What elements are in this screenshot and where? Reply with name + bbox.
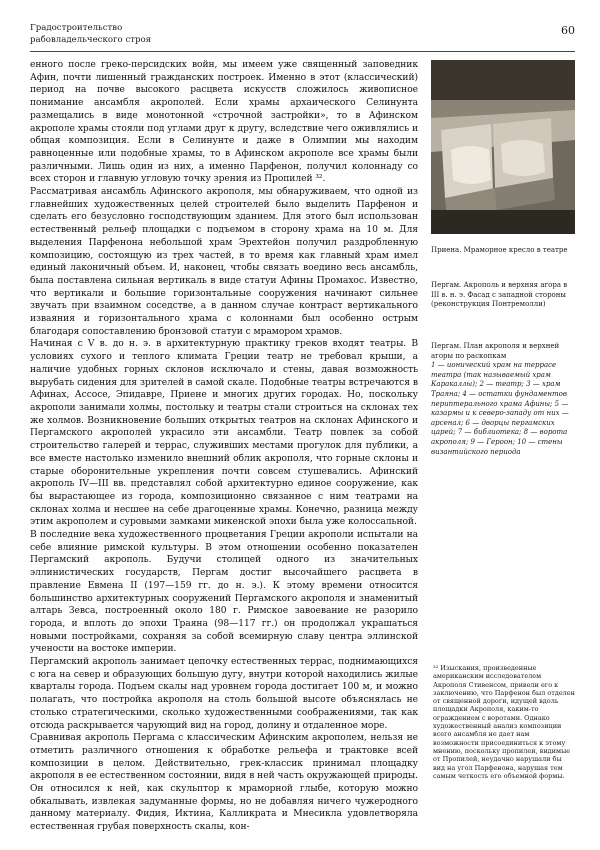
main-text-column: [30, 59, 418, 834]
plan-legend: 1 — ионический храм на террасе театра (так называемый храм Каракаллы); 2 — театр; 3 — храм Траяна; 4 — остатки фундаментов периптерального храма Афины; 5 — казармы и к северо-западу от них — арсенал; 6 — дворцы пергамских царей; 7 — библиотека; 8 — ворота акрополя; 9 — Героон; 10 — стены византийского периода: [431, 361, 569, 456]
figure-caption-pergamon-plan: [431, 342, 577, 457]
paragraph-5: Пергамский акрополь занимает цепочку естественных террас, поднимающихся с юга на север и образующих большую дугу, внутри которой находились жилые кварталы города. Подъем скалы над уровнем города достигает 100 м, и можно полагать, что постройка акрополя на столь большой высоте объяснялась не столько стратегическими, сколько художественными соображениями, так как отсюда раскрывается чарующий вид на город, долину и отдаленное море.: [30, 657, 418, 731]
page-number: 60: [561, 24, 575, 37]
marble-seat-photo-icon: [431, 60, 575, 234]
paragraph-3: Начиная с V в. до н. э. в архитектурную практику греков входят театры. В условиях сухого и теплого климата Греции театр не требовал крыши, а наличие удобных горных склонов исключало и стены, давая возможность вырубать сидения для зрителей в самой скале. Подобные театры встречаются в Афинах, Ассосе, Эпидавре, Приене и многих других городах. Но, поскольку акрополи занимали холмы, постольку и театры стали строиться на склонах тех же холмов. Возникновение больших открытых театров на склонах Афинского и Пергамского акрополей украсило эти ансамбли. Театр повлек за собой строительство галерей и террас, служивших местами прогулок для публики, а все вместе настолько изменило внешний облик акрополя, что горные склоны и старые оборонительные укрепления почти совсем стушевались. Афинский акрополь IV—III вв. представлял собой архитектурно единое сооружение, как бы вырастающее из города, композиционно связанное с ним театрами на склонах холма и несшее на себе драгоценные храмы. Конечно, разница между этим акрополем и суровыми замками микенской эпохи была уже колоссальной.: [30, 339, 418, 528]
footnote: ³² Изыскания, произведенные американским исследователем Акрополя Стивенсом, привели его к заключению, что Парфенон был отделен от священной дороги, идущей вдоль площадки Акрополя, каким-то ограждением с воротами. Однако художественный анализ композиции всего ансамбля не дает нам возможности присоединиться к этому мнению, поскольку пропилеи, видимые от Пропилей, неудачно нарушали бы вид на угол Парфенона, нарушая тем самым четкость его объемной формы.: [433, 664, 575, 780]
caption-pergamon-facade: Пергам. Акрополь и верхняя агора в III в. н. э. Фасад с западной стороны (реконструкция Понтремолли): [431, 281, 568, 309]
photo-caption: [431, 246, 577, 256]
caption-priene: Приена. Мраморное кресло в театре: [431, 246, 568, 254]
running-header: [30, 22, 151, 46]
paragraph-4: В последние века художественного процветания Греции акрополи испытали на себе влияние римской культуры. В этом отношении особенно показателен Пергамский акрополь. Будучи столицей одного из значительных эллинистических государств, Пергам достиг высочайшего расцвета в правление Евмена II (197—159 гг. до н. э.). К этому времени относится большинство архитектурных сооружений Пергамского акрополя и знаменитый алтарь Зевса, построенный около 180 г. Римское завоевание не разорило города, и вплоть до эпохи Траяна (98—117 гг.) он продолжал украшаться новыми постройками, сохраняя за собой всемирную славу центра эллинской учености на востоке империи.: [30, 530, 418, 655]
header-divider: [30, 51, 575, 52]
header-title-line1: Градостроительство: [30, 23, 123, 33]
paragraph-6: Сравнивая акрополь Пергама с классическим Афинским акрополем, нельзя не отметить различного отношения к обработке рельефа и трактовке всей композиции в целом. Действительно, грек-классик принимал площадку акрополя в ее естественном состоянии, видя в ней часть окружающей природы. Он относился к ней, как скульптор к мраморной глыбе, которую можно обкалывать, извлекая задуманные формы, но не добавляя ничего чужеродного данному материалу. Фидия, Иктина, Калликрата и Мнесикла удовлетворяла естественная грубая поверхность скалы, кон-: [30, 733, 418, 833]
header-title-line2: рабовладельческого строя: [30, 35, 152, 45]
paragraph-1: енного после греко-персидских войн, мы имеем уже священный заповедник Афин, почти лишенный гражданских построек. Именно в этот (классический) период на почве высокого расцвета искусств сложилось живописное понимание ансамбля акрополей. Если храмы архаического Селинунта размещались в виде монотонной «строчной застройки», то в Афинском акрополе храмы стояли под углами друг к другу, вследствие чего оживлялись и общая композиция. Если в Селинунте и даже в Олимпии мы находим равноценные или подобные храмы, то в Афинском акрополе все храмы были различными. Лишь один из них, а именно Парфенон, получил колоннаду со всех сторон и главную угловую точку зрения из Пропилей ³².: [30, 60, 418, 185]
paragraph-2: Рассматривая ансамбль Афинского акрополя, мы обнаруживаем, что одной из главнейших художественных целей строителей было выделить Парфенон и сделать его безусловно господствующим зданием. Для этого был использован естественный рельеф площадки с подъемом в сторону храма на 10 м. Для выделения Парфенона небольшой храм Эрехтейон получил раздробленную композицию, состоящую из трех частей, в то время как главный храм имел единый лаконичный объем. И, наконец, чтобы связать воедино весь ансамбль, была поставлена сильная вертикаль в виде статуи Афины Промахос. Известно, что вертикали и большие горизонтальные сооружения начинают сильнее звучать при взаимном соседстве, а в данном случае контраст вертикального изваяния и горизонтального храма с колоннами был особенно острым благодаря сопоставлению бронзовой статуи с мрамором храмов.: [30, 187, 418, 337]
caption-pergamon-plan: Пергам. План акрополя и верхней агоры по раскопкам: [431, 342, 560, 360]
marble-seat-photo: [431, 60, 575, 234]
figure-caption-pergamon-facade: [431, 281, 577, 310]
